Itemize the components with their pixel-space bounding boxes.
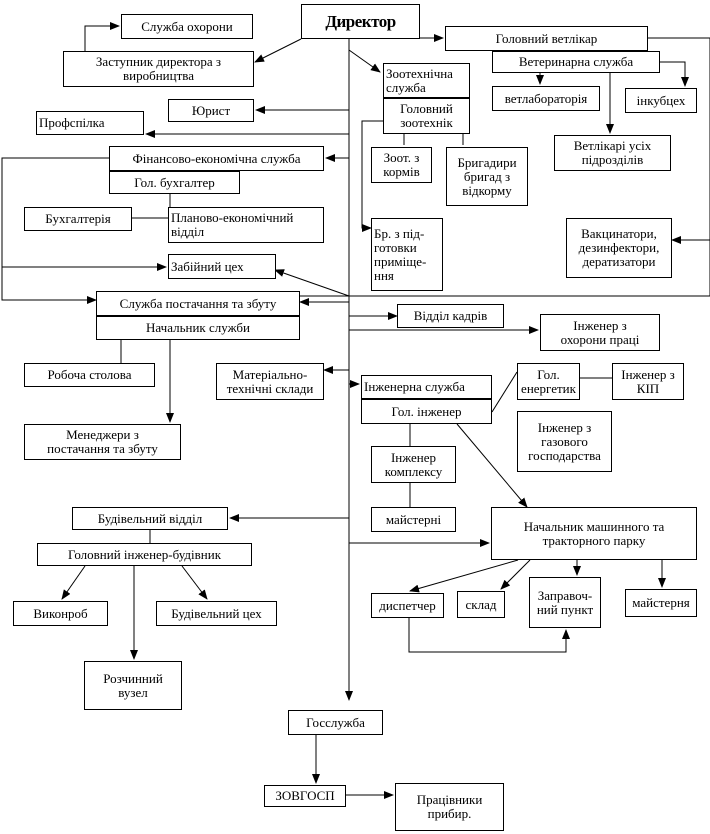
cleaners-box: Працівники прибир. (395, 783, 504, 831)
supply-box: Служба постачання та збуту (96, 291, 300, 316)
labor-eng-box: Інженер з охорони праці (540, 314, 660, 351)
line-builder-shop (182, 566, 207, 599)
managers-box: Менеджери з постачання та збуту (24, 424, 181, 460)
complex-eng-box: Інженер комплексу (371, 446, 456, 483)
brigadiers-box: Бригадири бригад з відкорму (446, 147, 528, 206)
line-builder-foreman (62, 566, 85, 599)
director-box: Директор (301, 4, 420, 39)
security-box: Служба охорони (121, 14, 253, 39)
vets-all-box: Ветлікарі усіх підрозділів (554, 135, 671, 171)
zoo-feed-box: Зоот. з кормів (371, 147, 432, 183)
vaccinators-box: Вакцинатори, дезинфектори, дератизатори (566, 218, 672, 278)
workshops-box: майстерні (371, 507, 456, 532)
planning-box: Планово-економічний відділ (168, 207, 324, 243)
line-machine-disp (410, 560, 518, 591)
chief-vet-box: Головний ветлікар (445, 26, 648, 51)
mt-store-box: Матеріально- технічні склади (216, 363, 324, 400)
line-spine-zoo (349, 50, 380, 72)
fuel-station-box: Заправоч- ний пункт (529, 577, 601, 628)
building-shop-box: Будівельний цех (156, 601, 277, 626)
line-director-deputy (255, 39, 301, 62)
line-machine-whs (501, 560, 530, 589)
public-service-box: Госслужба (288, 710, 383, 735)
chief-acc-box: Гол. бухгалтер (109, 171, 240, 194)
eng-kip-box: Інженер з КІП (612, 363, 684, 400)
line-vetservice-incub (660, 62, 685, 86)
eng-service-box: Інженерна служба (361, 375, 492, 399)
chief-power-box: Гол. енергетик (517, 363, 580, 400)
fin-service-box: Фінансово-економічна служба (109, 146, 324, 171)
supply-head-box: Начальник служби (96, 316, 300, 340)
hr-box: Відділ кадрів (397, 304, 504, 328)
zovgosp-box: ЗОВГОСП (264, 785, 346, 807)
gas-eng-box: Інженер з газового господарства (517, 411, 612, 472)
incubator-box: інкубцех (625, 88, 697, 113)
line-deputy-security (85, 26, 119, 51)
deputy-box: Заступник директора з виробництва (63, 51, 254, 87)
zoo-service-box: Зоотехнічна служба (383, 63, 470, 98)
union-box: Профспілка (36, 111, 144, 135)
chief-zoo-box: Головний зоотехнік (383, 98, 470, 134)
accounting-box: Бухгалтерія (24, 207, 132, 231)
slaughter-box: Забійний цех (168, 254, 276, 279)
chief-eng-box: Гол. інженер (361, 399, 492, 424)
chief-builder-box: Головний інженер-будівник (37, 543, 252, 566)
brig-prep-box: Бр. з під- готовки приміще- ння (371, 218, 443, 291)
mortar-box: Розчинний вузел (84, 661, 182, 710)
lawyer-box: Юрист (168, 99, 254, 122)
vet-service-box: Ветеринарна служба (492, 51, 660, 73)
canteen-box: Робоча столова (24, 363, 155, 387)
foreman-box: Виконроб (13, 601, 108, 626)
line-eng-power (492, 372, 517, 412)
machine-park-box: Начальник машинного та тракторного парку (491, 507, 697, 560)
vet-lab-box: ветлабораторія (492, 86, 600, 111)
dispatcher-box: диспетчер (371, 593, 444, 618)
warehouse-box: склад (457, 591, 505, 618)
workshop-box: майстерня (625, 589, 697, 617)
construction-box: Будівельний відділ (72, 507, 228, 530)
